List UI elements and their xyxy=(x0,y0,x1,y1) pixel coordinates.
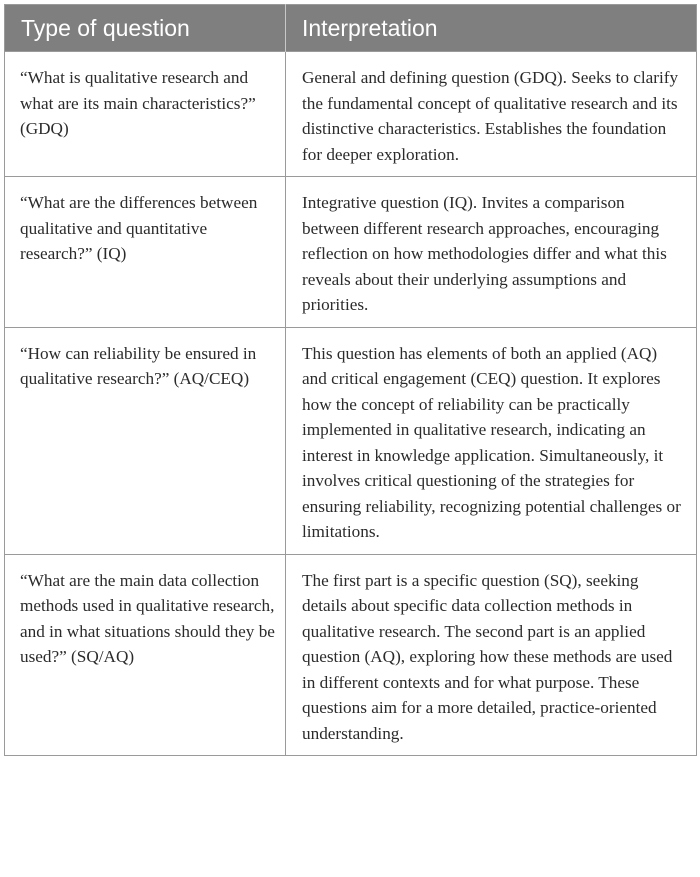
table-row xyxy=(5,554,697,756)
table-row xyxy=(5,52,697,177)
table-row xyxy=(5,327,697,554)
column-header-type: Type of question xyxy=(5,5,286,52)
question-cell: “What are the differences between qualitative and quantitative research?” (IQ) xyxy=(5,177,286,328)
table-header-row xyxy=(5,5,697,52)
interpretation-cell: The first part is a specific question (SQ), seeking details about specific data collection methods in qualitative research. The second part is an applied question (AQ), exploring how these methods are used in different contexts and for what purpose. These questions aim for a more detailed, practice-oriented understanding. xyxy=(286,554,697,756)
question-cell: “What are the main data collection methods used in qualitative research, and in what situations should they be used?” (SQ/AQ) xyxy=(5,554,286,756)
interpretation-cell: This question has elements of both an applied (AQ) and critical engagement (CEQ) question. It explores how the concept of reliability can be practically implemented in qualitative research, indicating an interest in knowledge application. Simultaneously, it involves critical questioning of the strategies for ensuring reliability, recognizing potential challenges or limitations. xyxy=(286,327,697,554)
question-cell: “How can reliability be ensured in qualitative research?” (AQ/CEQ) xyxy=(5,327,286,554)
interpretation-cell: General and defining question (GDQ). Seeks to clarify the fundamental concept of qualitative research and its distinctive characteristics. Establishes the foundation for deeper exploration. xyxy=(286,52,697,177)
question-interpretation-table xyxy=(4,4,697,756)
column-header-interpretation: Interpretation xyxy=(286,5,697,52)
interpretation-cell: Integrative question (IQ). Invites a comparison between different research approaches, encouraging reflection on how methodologies differ and what this reveals about their underlying assumptions and priorities. xyxy=(286,177,697,328)
table-row xyxy=(5,177,697,328)
question-cell: “What is qualitative research and what are its main characteristics?” (GDQ) xyxy=(5,52,286,177)
